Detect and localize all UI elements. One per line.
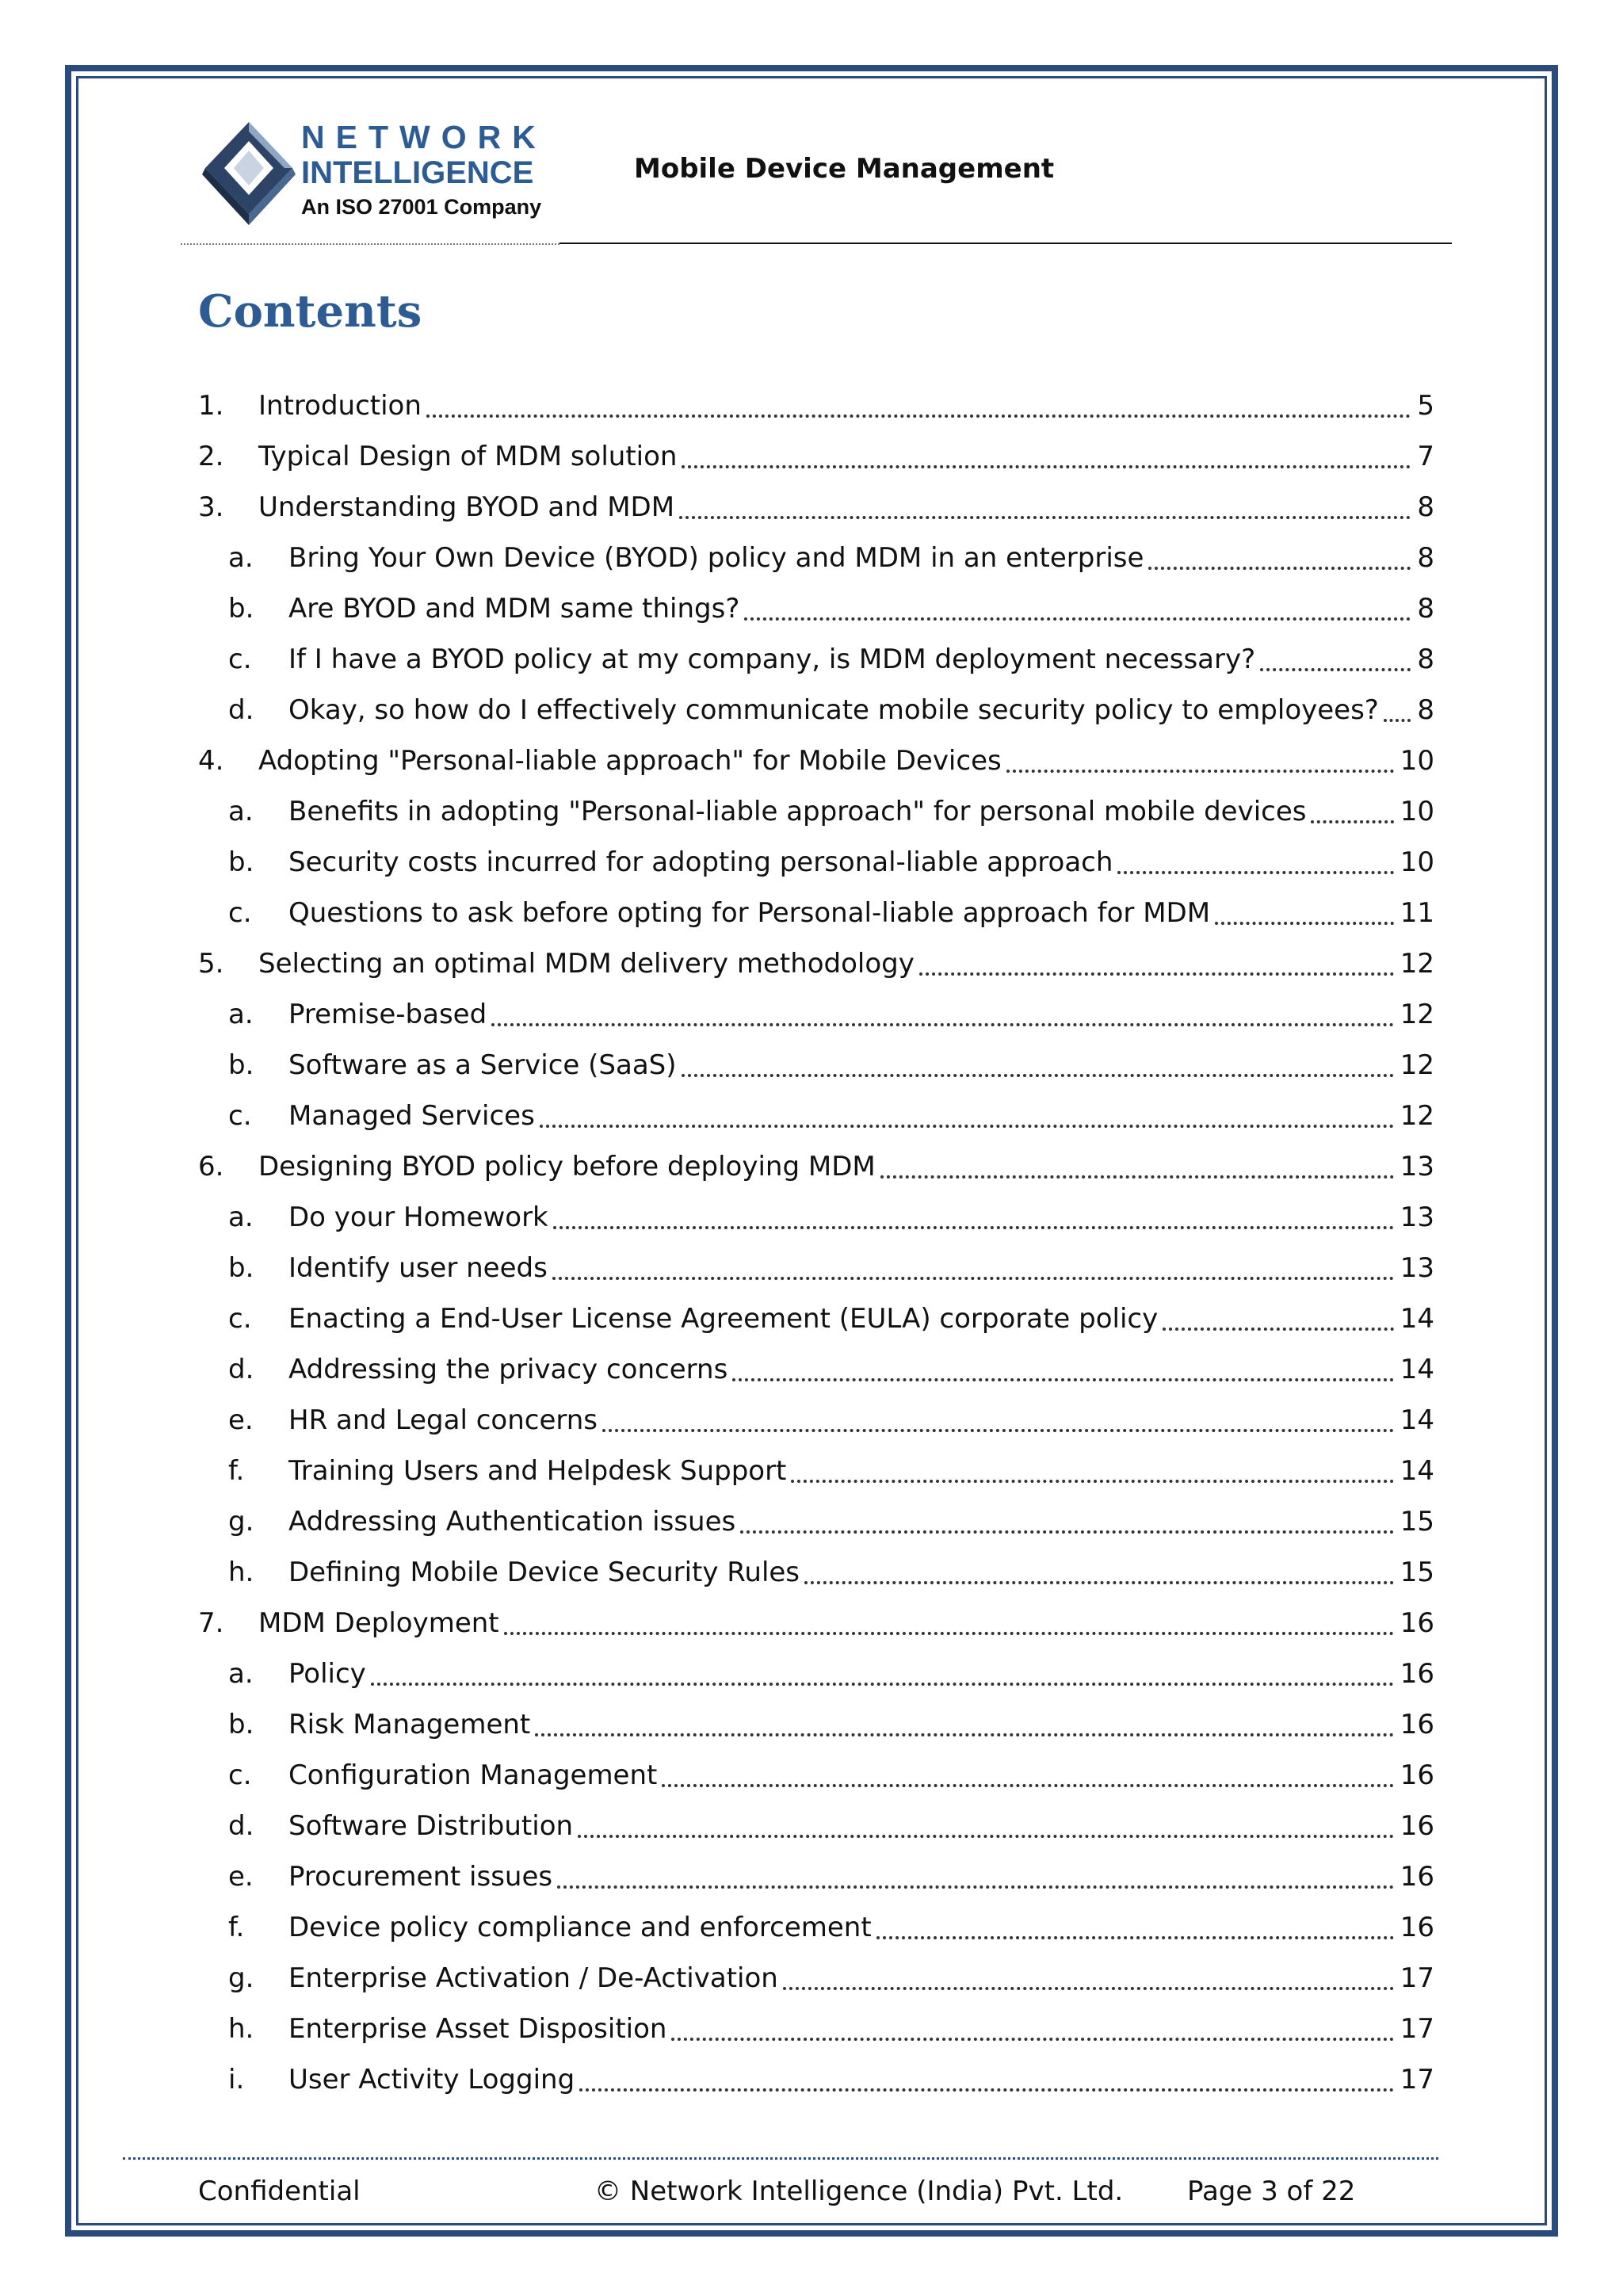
toc-entry-page: 17 bbox=[1400, 2013, 1434, 2045]
toc-entry[interactable] bbox=[198, 1040, 1434, 1091]
toc-entry-number: 4. bbox=[198, 745, 224, 777]
toc-entry-page: 16 bbox=[1400, 1912, 1434, 1943]
toc-entry[interactable] bbox=[198, 1953, 1434, 2004]
toc-entry-page: 8 bbox=[1417, 694, 1434, 726]
toc-entry[interactable] bbox=[198, 938, 1434, 989]
toc-entry-title: Enterprise Asset Disposition bbox=[288, 2013, 667, 2045]
toc-entry-number: a. bbox=[228, 1201, 254, 1233]
toc-entry-page: 16 bbox=[1400, 1810, 1434, 1842]
toc-entry-leader bbox=[579, 2088, 1394, 2092]
document-title: Mobile Device Management bbox=[634, 153, 1055, 185]
toc-entry-leader bbox=[535, 1733, 1393, 1736]
toc-entry-title: Enacting a End-User License Agreement (EULA) corporate policy bbox=[288, 1303, 1159, 1335]
toc-entry-leader bbox=[1384, 719, 1411, 722]
toc-entry-title: Software Distribution bbox=[288, 1810, 574, 1842]
toc-entry[interactable] bbox=[198, 1496, 1434, 1547]
toc-entry-number: a. bbox=[228, 1658, 254, 1690]
toc-entry-leader bbox=[552, 1277, 1394, 1280]
toc-entry-number: i. bbox=[228, 2064, 245, 2095]
toc-entry[interactable] bbox=[198, 1598, 1434, 1648]
toc-entry[interactable] bbox=[198, 685, 1434, 735]
toc-entry-leader bbox=[740, 1530, 1393, 1534]
header-rule-dotted bbox=[181, 243, 559, 245]
toc-entry-page: 5 bbox=[1417, 390, 1434, 422]
toc-entry-title: Okay, so how do I effectively communicate mobile security policy to employees? bbox=[288, 694, 1379, 726]
toc-entry-page: 8 bbox=[1417, 593, 1434, 625]
toc-entry-page: 14 bbox=[1400, 1455, 1434, 1487]
table-of-contents bbox=[198, 380, 1434, 2105]
toc-entry-page: 12 bbox=[1400, 999, 1434, 1030]
toc-entry-page: 16 bbox=[1400, 1861, 1434, 1893]
toc-entry-page: 11 bbox=[1400, 897, 1434, 929]
header-rule-solid bbox=[559, 243, 1452, 244]
toc-entry-number: h. bbox=[228, 2013, 254, 2045]
toc-entry-leader bbox=[1163, 1328, 1394, 1331]
toc-entry-leader bbox=[491, 1023, 1394, 1026]
toc-entry[interactable] bbox=[198, 1851, 1434, 1902]
toc-entry[interactable] bbox=[198, 1395, 1434, 1446]
toc-entry-title: Benefits in adopting "Personal-liable approach" for personal mobile devices bbox=[288, 796, 1307, 827]
toc-entry-number: 2. bbox=[198, 441, 224, 472]
toc-entry-number: d. bbox=[228, 1810, 254, 1842]
toc-entry-title: Premise-based bbox=[288, 999, 487, 1030]
toc-entry-leader bbox=[662, 1784, 1393, 1787]
toc-entry-title: Introduction bbox=[258, 390, 422, 422]
footer-page-number: Page 3 of 22 bbox=[1187, 2176, 1356, 2207]
toc-entry-number: c. bbox=[228, 644, 252, 675]
toc-entry-page: 14 bbox=[1400, 1303, 1434, 1335]
toc-entry-title: Managed Services bbox=[288, 1100, 535, 1132]
logo-diamond-icon bbox=[202, 119, 296, 230]
toc-entry-page: 13 bbox=[1400, 1151, 1434, 1182]
toc-entry-page: 17 bbox=[1400, 2064, 1434, 2095]
toc-entry-page: 12 bbox=[1400, 1049, 1434, 1081]
toc-entry[interactable] bbox=[198, 2004, 1434, 2054]
toc-entry-page: 16 bbox=[1400, 1607, 1434, 1639]
toc-entry-title: HR and Legal concerns bbox=[288, 1404, 598, 1436]
toc-entry-page: 16 bbox=[1400, 1759, 1434, 1791]
toc-entry-leader bbox=[682, 465, 1411, 468]
toc-entry-leader bbox=[553, 1226, 1394, 1229]
toc-entry[interactable] bbox=[198, 1902, 1434, 1953]
toc-entry-page: 12 bbox=[1400, 1100, 1434, 1132]
toc-entry-title: MDM Deployment bbox=[258, 1607, 499, 1639]
toc-entry-page: 15 bbox=[1400, 1506, 1434, 1538]
toc-entry-number: c. bbox=[228, 1100, 252, 1132]
toc-entry-page: 16 bbox=[1400, 1709, 1434, 1740]
toc-entry-title: Identify user needs bbox=[288, 1252, 548, 1284]
toc-entry-number: 3. bbox=[198, 491, 224, 523]
toc-entry-number: 6. bbox=[198, 1151, 224, 1182]
toc-entry-page: 10 bbox=[1400, 846, 1434, 878]
toc-entry-number: e. bbox=[228, 1404, 254, 1436]
toc-entry-leader bbox=[1117, 871, 1393, 874]
toc-entry-number: b. bbox=[228, 1252, 254, 1284]
toc-entry[interactable] bbox=[198, 583, 1434, 634]
toc-entry-page: 8 bbox=[1417, 644, 1434, 675]
toc-entry-title: Policy bbox=[288, 1658, 366, 1690]
toc-entry[interactable] bbox=[198, 2054, 1434, 2105]
logo-intelligence: INTELLIGENCE bbox=[301, 155, 534, 190]
toc-entry-leader bbox=[876, 1936, 1394, 1939]
toc-entry-leader bbox=[1215, 922, 1394, 925]
toc-entry-leader bbox=[1006, 770, 1394, 773]
toc-entry-title: Training Users and Helpdesk Support bbox=[288, 1455, 787, 1487]
toc-entry-title: Defining Mobile Device Security Rules bbox=[288, 1557, 800, 1588]
logo-tagline: An ISO 27001 Company bbox=[301, 195, 542, 219]
toc-entry[interactable] bbox=[198, 1141, 1434, 1192]
toc-entry-number: 5. bbox=[198, 948, 224, 980]
toc-entry-leader bbox=[744, 617, 1411, 621]
toc-entry-page: 10 bbox=[1400, 745, 1434, 777]
toc-entry[interactable] bbox=[198, 837, 1434, 888]
toc-entry-page: 13 bbox=[1400, 1252, 1434, 1284]
toc-entry-number: f. bbox=[228, 1455, 245, 1487]
toc-entry-title: Typical Design of MDM solution bbox=[258, 441, 678, 472]
toc-entry-number: d. bbox=[228, 1354, 254, 1385]
toc-entry-title: Security costs incurred for adopting personal-liable approach bbox=[288, 846, 1113, 878]
toc-entry-page: 16 bbox=[1400, 1658, 1434, 1690]
toc-entry-page: 7 bbox=[1417, 441, 1434, 472]
toc-entry-title: Do your Homework bbox=[288, 1201, 548, 1233]
toc-entry-leader bbox=[371, 1683, 1394, 1686]
toc-entry-number: e. bbox=[228, 1861, 254, 1893]
toc-entry[interactable] bbox=[198, 786, 1434, 837]
toc-entry[interactable] bbox=[198, 1091, 1434, 1141]
toc-entry[interactable] bbox=[198, 1446, 1434, 1496]
toc-entry-page: 8 bbox=[1417, 542, 1434, 574]
toc-entry[interactable] bbox=[198, 1243, 1434, 1293]
logo-network: NETWORK bbox=[301, 119, 547, 155]
toc-entry-title: Adopting "Personal-liable approach" for Mobile Devices bbox=[258, 745, 1002, 777]
toc-entry-leader bbox=[682, 1074, 1394, 1077]
toc-entry[interactable] bbox=[198, 1547, 1434, 1598]
toc-entry[interactable] bbox=[198, 1801, 1434, 1851]
toc-entry[interactable] bbox=[198, 1293, 1434, 1344]
toc-entry-page: 17 bbox=[1400, 1962, 1434, 1994]
toc-entry-page: 10 bbox=[1400, 796, 1434, 827]
toc-entry-title: Are BYOD and MDM same things? bbox=[288, 593, 740, 625]
toc-entry-page: 15 bbox=[1400, 1557, 1434, 1588]
toc-entry-title: Risk Management bbox=[288, 1709, 531, 1740]
toc-entry-title: Software as a Service (SaaS) bbox=[288, 1049, 677, 1081]
toc-entry[interactable] bbox=[198, 989, 1434, 1040]
toc-entry-title: Questions to ask before opting for Personal-liable approach for MDM bbox=[288, 897, 1211, 929]
toc-entry[interactable] bbox=[198, 533, 1434, 583]
toc-entry-leader bbox=[671, 2038, 1393, 2041]
toc-entry-title: Addressing Authentication issues bbox=[288, 1506, 736, 1538]
toc-entry-title: Configuration Management bbox=[288, 1759, 658, 1791]
toc-entry-page: 12 bbox=[1400, 948, 1434, 980]
toc-entry-number: c. bbox=[228, 897, 252, 929]
toc-entry-page: 13 bbox=[1400, 1201, 1434, 1233]
toc-entry[interactable] bbox=[198, 380, 1434, 431]
toc-entry-page: 14 bbox=[1400, 1404, 1434, 1436]
toc-entry[interactable] bbox=[198, 1750, 1434, 1801]
toc-entry-number: g. bbox=[228, 1962, 254, 1994]
toc-entry-leader bbox=[804, 1581, 1394, 1584]
toc-entry[interactable] bbox=[198, 1648, 1434, 1699]
toc-entry-leader bbox=[557, 1885, 1394, 1889]
toc-entry-number: a. bbox=[228, 542, 254, 574]
toc-entry-title: User Activity Logging bbox=[288, 2064, 575, 2095]
toc-entry-leader bbox=[783, 1987, 1394, 1990]
toc-entry-title: Understanding BYOD and MDM bbox=[258, 491, 675, 523]
toc-entry-title: Addressing the privacy concerns bbox=[288, 1354, 728, 1385]
toc-heading: Contents bbox=[198, 285, 422, 338]
toc-entry-page: 14 bbox=[1400, 1354, 1434, 1385]
toc-entry-title: Selecting an optimal MDM delivery methodology bbox=[258, 948, 915, 980]
toc-entry-title: If I have a BYOD policy at my company, is MDM deployment necessary? bbox=[288, 644, 1256, 675]
toc-entry-leader bbox=[1260, 668, 1411, 671]
toc-entry-leader bbox=[602, 1429, 1394, 1432]
company-logo bbox=[202, 119, 555, 230]
footer-copyright: © Network Intelligence (India) Pvt. Ltd. bbox=[594, 2176, 1124, 2207]
toc-entry-leader bbox=[426, 415, 1411, 418]
toc-entry-page: 8 bbox=[1417, 491, 1434, 523]
toc-entry-number: c. bbox=[228, 1759, 252, 1791]
toc-entry-leader bbox=[1311, 820, 1393, 823]
toc-entry-number: b. bbox=[228, 593, 254, 625]
toc-entry-leader bbox=[540, 1125, 1394, 1128]
toc-entry-number: a. bbox=[228, 999, 254, 1030]
toc-entry[interactable] bbox=[198, 1192, 1434, 1243]
toc-entry[interactable] bbox=[198, 735, 1434, 786]
toc-entry-number: 1. bbox=[198, 390, 224, 422]
toc-entry-leader bbox=[880, 1175, 1394, 1179]
toc-entry-leader bbox=[919, 972, 1394, 976]
toc-entry[interactable] bbox=[198, 482, 1434, 533]
toc-entry-leader bbox=[732, 1378, 1393, 1381]
toc-entry-title: Procurement issues bbox=[288, 1861, 553, 1893]
toc-entry-number: h. bbox=[228, 1557, 254, 1588]
footer-rule bbox=[123, 2157, 1438, 2160]
toc-entry-number: b. bbox=[228, 846, 254, 878]
toc-entry-number: 7. bbox=[198, 1607, 224, 1639]
toc-entry-title: Enterprise Activation / De-Activation bbox=[288, 1962, 778, 1994]
toc-entry-number: d. bbox=[228, 694, 254, 726]
toc-entry-leader bbox=[578, 1835, 1394, 1838]
toc-entry-leader bbox=[791, 1480, 1393, 1483]
toc-entry-leader bbox=[504, 1632, 1394, 1635]
toc-entry[interactable] bbox=[198, 888, 1434, 938]
toc-entry[interactable] bbox=[198, 431, 1434, 482]
toc-entry[interactable] bbox=[198, 634, 1434, 685]
toc-entry-leader bbox=[1148, 567, 1411, 570]
toc-entry[interactable] bbox=[198, 1699, 1434, 1750]
toc-entry-title: Designing BYOD policy before deploying MDM bbox=[258, 1151, 876, 1182]
toc-entry-number: b. bbox=[228, 1709, 254, 1740]
footer-confidential: Confidential bbox=[198, 2176, 361, 2207]
toc-entry-number: c. bbox=[228, 1303, 252, 1335]
toc-entry[interactable] bbox=[198, 1344, 1434, 1395]
toc-entry-number: g. bbox=[228, 1506, 254, 1538]
toc-entry-leader bbox=[679, 516, 1411, 519]
toc-entry-title: Bring Your Own Device (BYOD) policy and MDM in an enterprise bbox=[288, 542, 1144, 574]
toc-entry-title: Device policy compliance and enforcement bbox=[288, 1912, 872, 1943]
toc-entry-number: a. bbox=[228, 796, 254, 827]
toc-entry-number: f. bbox=[228, 1912, 245, 1943]
toc-entry-number: b. bbox=[228, 1049, 254, 1081]
